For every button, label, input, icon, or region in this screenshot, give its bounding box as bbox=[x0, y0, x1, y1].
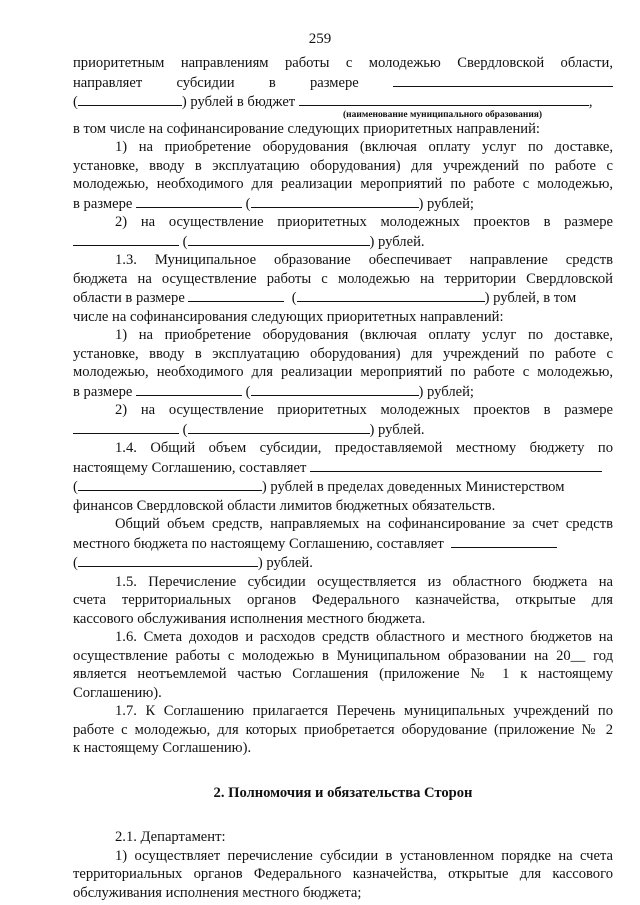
text-line: установке, вводу в эксплуатацию оборудования) для учреждений по работе с bbox=[73, 157, 613, 174]
text-line: 1) на приобретение оборудования (включая оплату услуг по доставке, bbox=[115, 139, 613, 155]
text-line: 2) на осуществление приоритетных молодежных проектов в размере bbox=[115, 214, 613, 230]
document-body bbox=[73, 54, 613, 902]
text-line: ( ) рублей в бюджет , bbox=[73, 94, 593, 110]
text-line: кассового обслуживания исполнения местного бюджета. bbox=[73, 610, 426, 627]
blank-field bbox=[78, 553, 258, 567]
text-line: направляет субсидии в размере bbox=[73, 73, 613, 93]
blank-field bbox=[188, 232, 370, 246]
text-line: установке, вводу в эксплуатацию оборудования) для учреждений по работе с bbox=[73, 345, 613, 362]
blank-field bbox=[78, 92, 182, 106]
text-line: 2.1. Департамент: bbox=[115, 829, 226, 845]
text-line: счета территориальных органов Федерального казначейства, открытые для bbox=[73, 592, 613, 608]
blank-field bbox=[136, 382, 242, 396]
blank-field bbox=[73, 232, 179, 246]
text-line: является неотъемлемой частью Соглашения (приложение № 1 к настоящему bbox=[73, 666, 613, 682]
text-line: 1) осуществляет перечисление субсидии в установленном порядке на счета bbox=[115, 847, 613, 864]
text-line: настоящему Соглашению, составляет bbox=[73, 458, 613, 478]
blank-field bbox=[188, 420, 370, 434]
text-line: ( ) рублей. bbox=[73, 232, 613, 252]
text-line: осуществление работы с молодежью в Муниципальном образовании на 20__ год bbox=[73, 647, 613, 664]
blank-field bbox=[73, 420, 179, 434]
blank-field bbox=[251, 194, 419, 208]
field-caption: (наименование муниципального образования) bbox=[343, 109, 543, 120]
text-line: 1.4. Общий объем субсидии, предоставляемой местному бюджету по bbox=[115, 440, 613, 456]
text-line: местного бюджета по настоящему Соглашению, составляет bbox=[73, 534, 613, 554]
page-number: 259 bbox=[308, 31, 332, 47]
text-line: в том числе на софинансирование следующих приоритетных направлений: bbox=[73, 120, 540, 137]
text-line: финансов Свердловской области лимитов бюджетных обязательств. bbox=[73, 497, 496, 514]
text-line: Общий объем средств, направляемых на софинансирование за счет средств bbox=[115, 516, 613, 532]
text-line: территориальных органов Федерального казначейства, открытые для кассового bbox=[73, 866, 613, 882]
text-line: в размере ( ) рублей; bbox=[73, 195, 474, 212]
text-line: 1.6. Смета доходов и расходов средств областного и местного бюджетов на bbox=[115, 629, 613, 645]
text-line: приоритетным направлениям работы с молодежью Свердловской области, bbox=[73, 55, 613, 71]
blank-field bbox=[299, 92, 589, 106]
text-line: 1.5. Перечисление субсидии осуществляется из областного бюджета на bbox=[115, 573, 613, 590]
text-line: области в размере ( ) рублей, в том bbox=[73, 290, 577, 306]
text-line: молодежью, необходимого для реализации мероприятий по работе с молодежью, bbox=[73, 176, 613, 192]
text-line: молодежью, необходимого для реализации мероприятий по работе с молодежью, bbox=[73, 364, 613, 380]
section-heading: 2. Полномочия и обязательства Сторон bbox=[213, 784, 473, 801]
blank-field bbox=[297, 288, 485, 302]
text-line: обслуживания исполнения местного бюджета; bbox=[73, 884, 362, 901]
text-line: 1) на приобретение оборудования (включая оплату услуг по доставке, bbox=[115, 327, 613, 343]
text-line: ( ) рублей в пределах доведенных Министерством bbox=[73, 479, 565, 495]
text-line: в размере ( ) рублей; bbox=[73, 383, 474, 400]
blank-field bbox=[251, 382, 419, 396]
text-line: 2) на осуществление приоритетных молодежных проектов в размере bbox=[115, 402, 613, 418]
text-line: Соглашению). bbox=[73, 684, 162, 701]
text-line: 1.7. К Соглашению прилагается Перечень муниципальных учреждений по bbox=[115, 703, 613, 719]
text-line: ( ) рублей. bbox=[73, 555, 313, 571]
blank-field bbox=[451, 534, 557, 548]
blank-field bbox=[136, 194, 242, 208]
text-line: бюджета на осуществление работы с молодежью на территории Свердловской bbox=[73, 270, 613, 287]
blank-field bbox=[78, 477, 262, 491]
blank-field bbox=[393, 73, 613, 87]
text-line: 1.3. Муниципальное образование обеспечивает направление средств bbox=[115, 252, 613, 268]
text-line: к настоящему Соглашению). bbox=[73, 740, 252, 756]
blank-field bbox=[188, 288, 284, 302]
text-line: числе на софинансирования следующих приоритетных направлений: bbox=[73, 308, 504, 325]
text-line: ( ) рублей. bbox=[73, 420, 613, 440]
blank-field bbox=[310, 458, 602, 472]
text-line: работе с молодежью, для которых приобретается оборудование (приложение № 2 bbox=[73, 721, 613, 738]
